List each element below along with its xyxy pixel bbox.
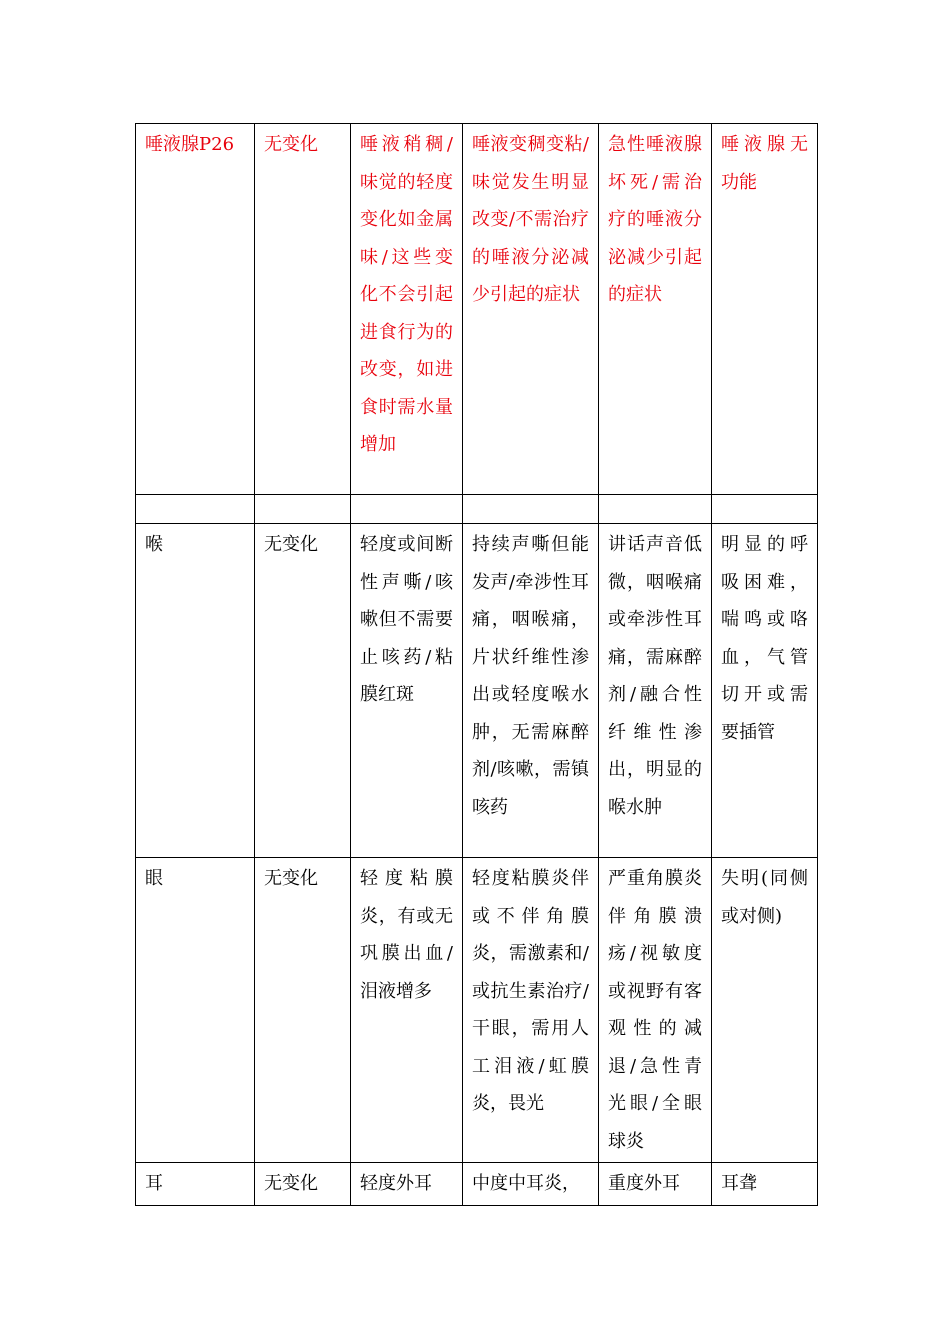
organ-cell: 唾液腺P26 xyxy=(136,124,255,495)
grade-2-cell: 持续声嘶但能发声/牵涉性耳痛，咽喉痛，片状纤维性渗出或轻度喉水肿，无需麻醉剂/咳嗽，需镇咳药 xyxy=(463,524,599,858)
grade-2-cell: 中度中耳炎， xyxy=(463,1163,599,1206)
empty-cell xyxy=(351,495,463,524)
grade-0-cell: 无变化 xyxy=(255,124,351,495)
organ-cell: 耳 xyxy=(136,1163,255,1206)
empty-cell xyxy=(463,495,599,524)
grade-3-cell: 讲话声音低微，咽喉痛或牵涉性耳痛，需麻醉剂/融合性纤维性渗出，明显的喉水肿 xyxy=(599,524,712,858)
grade-0-cell: 无变化 xyxy=(255,524,351,858)
table-row-ear xyxy=(136,1163,818,1206)
organ-cell: 喉 xyxy=(136,524,255,858)
grade-1-cell: 轻度外耳 xyxy=(351,1163,463,1206)
grade-1-cell: 唾液稍稠/味觉的轻度变化如金属味/这些变化不会引起进食行为的改变，如进食时需水量增加 xyxy=(351,124,463,495)
table-row-salivary-gland xyxy=(136,124,818,495)
table-row-eye xyxy=(136,858,818,1163)
empty-cell xyxy=(255,495,351,524)
empty-cell xyxy=(136,495,255,524)
grade-2-cell: 轻度粘膜炎伴或不伴角膜炎，需激素和/或抗生素治疗/干眼，需用人工泪液/虹膜炎，畏光 xyxy=(463,858,599,1163)
grade-0-cell: 无变化 xyxy=(255,858,351,1163)
empty-cell xyxy=(599,495,712,524)
toxicity-grading-table xyxy=(135,123,818,1206)
table-row-empty xyxy=(136,495,818,524)
grade-4-cell: 耳聋 xyxy=(712,1163,818,1206)
grade-3-cell: 严重角膜炎伴角膜溃疡/视敏度或视野有客观性的减退/急性青光眼/全眼球炎 xyxy=(599,858,712,1163)
grade-0-cell: 无变化 xyxy=(255,1163,351,1206)
grade-4-cell: 唾液腺无功能 xyxy=(712,124,818,495)
grade-3-cell: 急性唾液腺坏死/需治疗的唾液分泌减少引起的症状 xyxy=(599,124,712,495)
grade-4-cell: 失明(同侧或对侧) xyxy=(712,858,818,1163)
grade-2-cell: 唾液变稠变粘/味觉发生明显改变/不需治疗的唾液分泌减少引起的症状 xyxy=(463,124,599,495)
grade-4-cell: 明显的呼吸困难，喘鸣或咯血，气管切开或需要插管 xyxy=(712,524,818,858)
grade-3-cell: 重度外耳 xyxy=(599,1163,712,1206)
grade-1-cell: 轻度或间断性声嘶/咳嗽但不需要止咳药/粘膜红斑 xyxy=(351,524,463,858)
grade-1-cell: 轻度粘膜炎，有或无巩膜出血/泪液增多 xyxy=(351,858,463,1163)
empty-cell xyxy=(712,495,818,524)
table-row-larynx xyxy=(136,524,818,858)
organ-cell: 眼 xyxy=(136,858,255,1163)
